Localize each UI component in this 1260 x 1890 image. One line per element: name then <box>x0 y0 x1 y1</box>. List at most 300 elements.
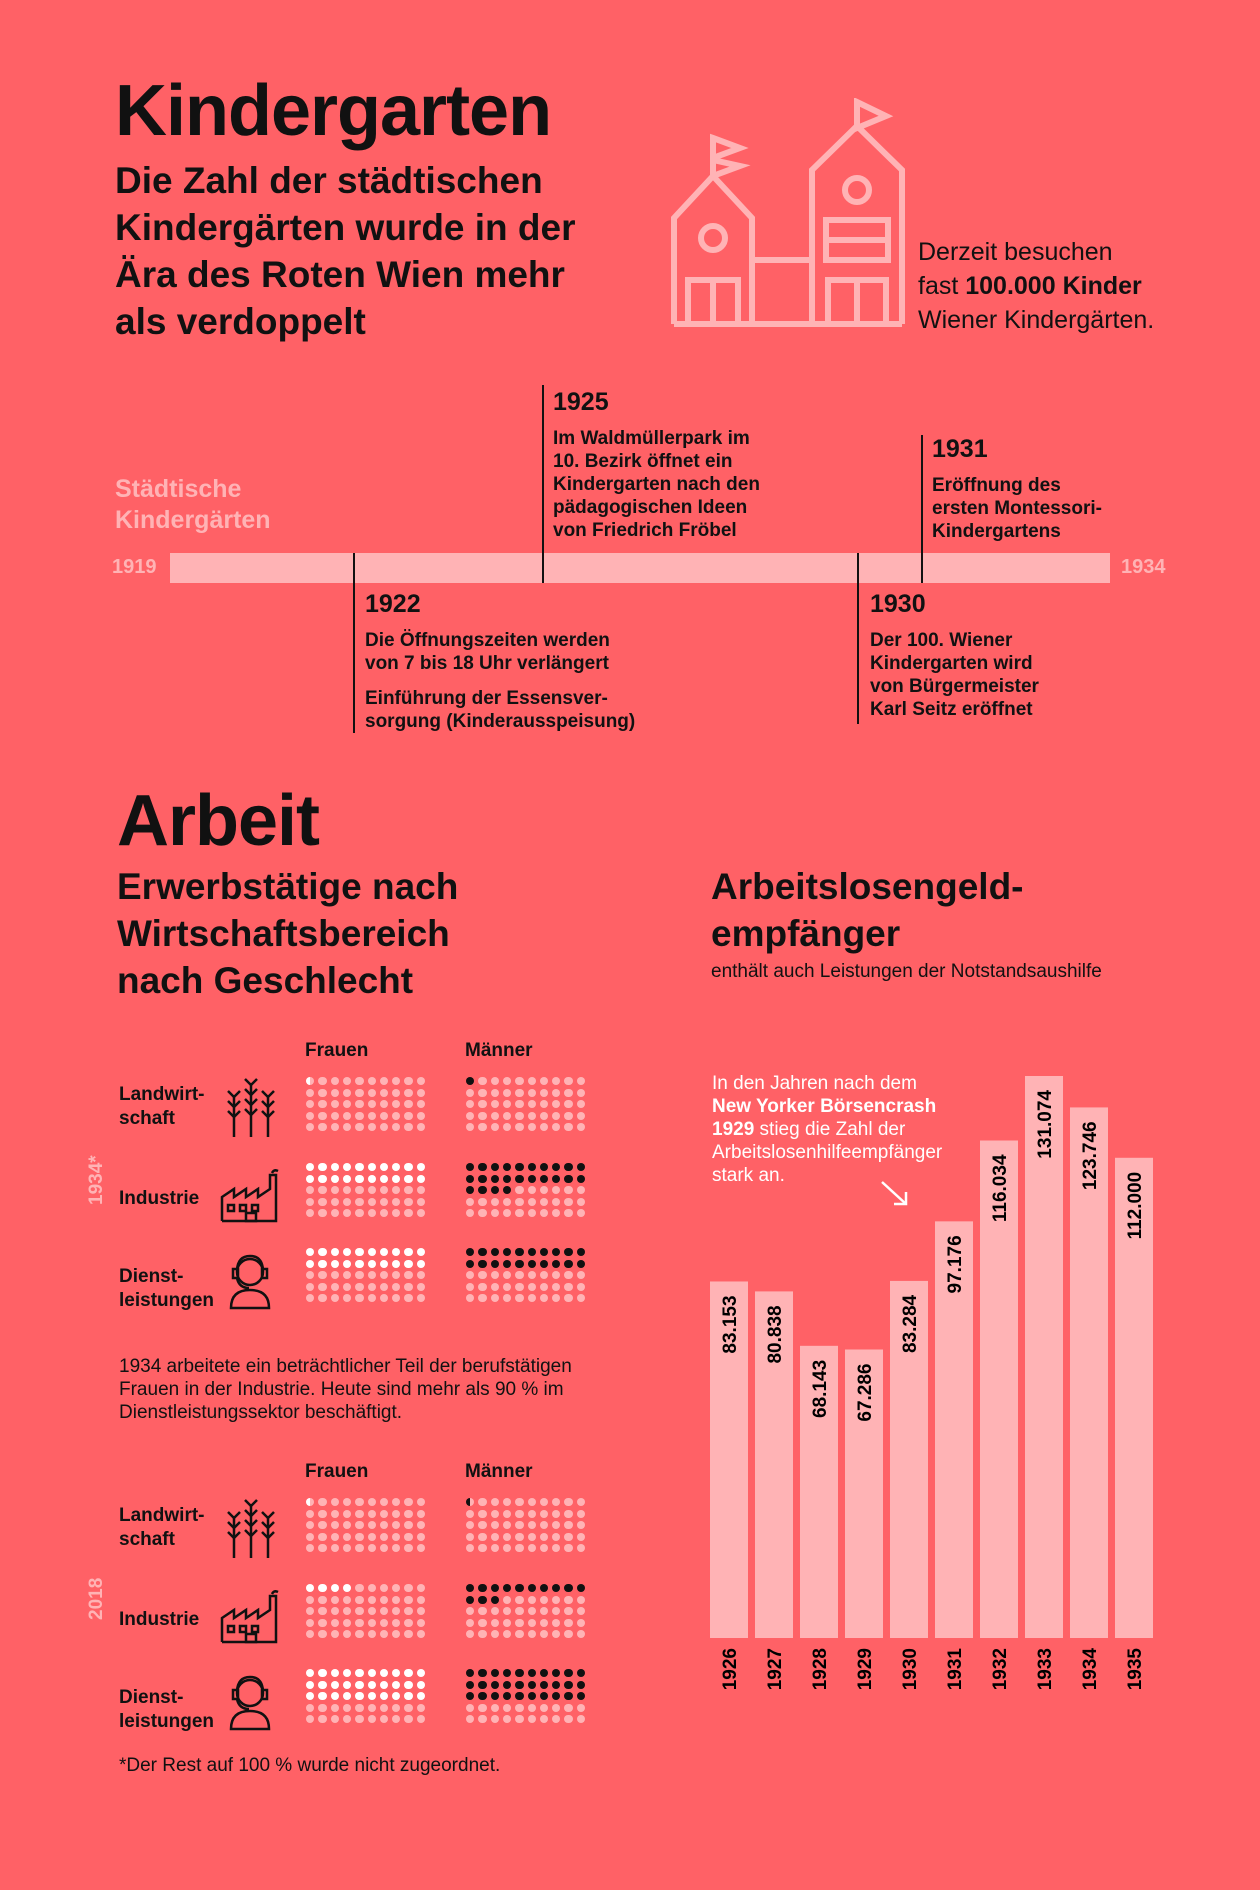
dot <box>491 1198 499 1206</box>
dot <box>355 1607 363 1615</box>
info-line3: Wiener Kindergärten. <box>918 306 1155 334</box>
dot <box>503 1510 511 1518</box>
dot <box>577 1630 585 1638</box>
timeline-start-year: 1919 <box>112 556 157 578</box>
dot <box>515 1669 523 1677</box>
dot <box>515 1630 523 1638</box>
dot <box>478 1681 486 1689</box>
event-1925 <box>553 388 760 542</box>
dot <box>466 1619 474 1627</box>
dot <box>528 1596 536 1604</box>
unemployment-bar-chart <box>700 1030 1160 1700</box>
dot <box>503 1498 511 1506</box>
dot <box>331 1510 339 1518</box>
dot <box>318 1248 326 1256</box>
annotation-line: stark an. <box>712 1165 785 1186</box>
category-line: Landwirt- <box>119 1084 205 1105</box>
dot <box>417 1089 425 1097</box>
bar-value-label: 116.034 <box>990 1154 1011 1223</box>
dot <box>491 1100 499 1108</box>
col-header-maenner-2018: Männer <box>465 1461 533 1482</box>
dot <box>318 1100 326 1108</box>
bar-value-label: 123.746 <box>1080 1121 1101 1191</box>
dot <box>503 1248 511 1256</box>
dot <box>540 1209 548 1217</box>
event-year: 1931 <box>932 435 988 463</box>
dot <box>318 1669 326 1677</box>
dot <box>331 1163 339 1171</box>
dot <box>404 1596 412 1604</box>
dot <box>552 1209 560 1217</box>
bar-value-label: 97.176 <box>945 1235 966 1294</box>
dot <box>466 1260 474 1268</box>
dot <box>355 1260 363 1268</box>
dot <box>417 1209 425 1217</box>
dot <box>552 1198 560 1206</box>
category-line: Dienst- <box>119 1266 184 1287</box>
dot <box>577 1077 585 1085</box>
dot <box>355 1294 363 1302</box>
dot <box>331 1533 339 1541</box>
timeline-label-line: Städtische <box>115 475 242 503</box>
dot <box>417 1584 425 1592</box>
dot <box>331 1630 339 1638</box>
note-line: Dienstleistungssektor beschäftigt. <box>119 1402 403 1423</box>
dot <box>503 1715 511 1723</box>
annotation-rest: stieg die Zahl der <box>754 1119 906 1140</box>
dot <box>306 1271 314 1279</box>
event-line: Karl Seitz eröffnet <box>870 699 1033 720</box>
dot <box>355 1209 363 1217</box>
dot <box>564 1619 572 1627</box>
dot <box>564 1175 572 1183</box>
dot <box>380 1175 388 1183</box>
dot <box>417 1248 425 1256</box>
dot <box>540 1596 548 1604</box>
event-1930 <box>870 590 1039 721</box>
dot <box>577 1533 585 1541</box>
dot <box>368 1077 376 1085</box>
dot <box>343 1681 351 1689</box>
dot <box>466 1715 474 1723</box>
dot <box>306 1163 314 1171</box>
year-label-2018: 2018 <box>86 1577 107 1620</box>
dot <box>466 1175 474 1183</box>
dot <box>552 1692 560 1700</box>
dot <box>528 1260 536 1268</box>
dot <box>306 1123 314 1131</box>
dot <box>392 1692 400 1700</box>
dot <box>552 1123 560 1131</box>
dot <box>564 1681 572 1689</box>
dot <box>417 1271 425 1279</box>
x-tick-label: 1930 <box>900 1648 921 1691</box>
arbeit-subtitle <box>117 863 458 1004</box>
arbeit-footnote: *Der Rest auf 100 % wurde nicht zugeordnet. <box>119 1755 501 1776</box>
dot <box>318 1692 326 1700</box>
dot <box>466 1198 474 1206</box>
dot <box>380 1294 388 1302</box>
dot <box>417 1630 425 1638</box>
bar-value-label: 83.284 <box>900 1294 921 1354</box>
event-line: von 7 bis 18 Uhr verlängert <box>365 653 609 674</box>
dot <box>540 1607 548 1615</box>
dot <box>466 1704 474 1712</box>
dot <box>331 1681 339 1689</box>
dot <box>417 1521 425 1529</box>
dot <box>343 1186 351 1194</box>
dot <box>404 1175 412 1183</box>
dot <box>491 1271 499 1279</box>
dot <box>417 1077 425 1085</box>
dot <box>528 1112 536 1120</box>
dot <box>368 1209 376 1217</box>
dot <box>478 1089 486 1097</box>
dot <box>564 1271 572 1279</box>
dot <box>318 1498 326 1506</box>
dot <box>503 1607 511 1615</box>
dot <box>404 1544 412 1552</box>
dot <box>404 1521 412 1529</box>
dot <box>528 1294 536 1302</box>
kindergarten-title: Kindergarten <box>115 71 552 151</box>
dot <box>503 1584 511 1592</box>
timeline-tick-1930 <box>857 553 859 724</box>
dot <box>478 1163 486 1171</box>
dot <box>515 1248 523 1256</box>
dot <box>478 1704 486 1712</box>
dot <box>380 1209 388 1217</box>
dot <box>318 1584 326 1592</box>
dot <box>306 1294 314 1302</box>
dot <box>392 1077 400 1085</box>
dot <box>515 1163 523 1171</box>
chart-subtitle: enthält auch Leistungen der Notstandsaushilfe <box>711 961 1102 982</box>
category-label-landwirtschaft <box>119 1083 205 1131</box>
dot <box>577 1175 585 1183</box>
annotation-bold: 1929 <box>712 1119 755 1140</box>
dot <box>380 1715 388 1723</box>
dot <box>528 1544 536 1552</box>
dot <box>343 1521 351 1529</box>
note-line: Frauen in der Industrie. Heute sind mehr als 90 % im <box>119 1379 564 1400</box>
dot <box>355 1619 363 1627</box>
dot <box>380 1533 388 1541</box>
dot <box>355 1175 363 1183</box>
dot <box>552 1260 560 1268</box>
dot <box>515 1692 523 1700</box>
dot <box>503 1692 511 1700</box>
dot <box>491 1630 499 1638</box>
dot <box>380 1248 388 1256</box>
dot <box>515 1198 523 1206</box>
dot <box>552 1186 560 1194</box>
dot <box>478 1715 486 1723</box>
dot <box>404 1681 412 1689</box>
dot <box>404 1692 412 1700</box>
dot <box>503 1283 511 1291</box>
dot <box>343 1596 351 1604</box>
dot <box>331 1294 339 1302</box>
dot <box>331 1248 339 1256</box>
dot <box>380 1198 388 1206</box>
dot <box>577 1100 585 1108</box>
dot <box>503 1533 511 1541</box>
category-label-industrie <box>119 1187 199 1211</box>
dot <box>564 1077 572 1085</box>
dot <box>380 1100 388 1108</box>
dot <box>503 1186 511 1194</box>
dot <box>577 1619 585 1627</box>
dot <box>552 1704 560 1712</box>
dot <box>515 1100 523 1108</box>
dot <box>392 1283 400 1291</box>
dot <box>318 1533 326 1541</box>
dot <box>577 1294 585 1302</box>
dot <box>380 1669 388 1677</box>
dot <box>318 1294 326 1302</box>
dot <box>392 1681 400 1689</box>
dot <box>417 1112 425 1120</box>
dot <box>478 1175 486 1183</box>
dot <box>343 1209 351 1217</box>
dot <box>577 1089 585 1097</box>
dot <box>306 1533 314 1541</box>
dot <box>528 1163 536 1171</box>
dot <box>540 1544 548 1552</box>
dot <box>540 1681 548 1689</box>
dot <box>368 1704 376 1712</box>
dot <box>343 1175 351 1183</box>
dot <box>577 1186 585 1194</box>
dot <box>540 1283 548 1291</box>
dot <box>417 1715 425 1723</box>
dot <box>368 1544 376 1552</box>
dot <box>478 1248 486 1256</box>
dot <box>552 1681 560 1689</box>
dot <box>491 1283 499 1291</box>
dot <box>515 1077 523 1085</box>
dot <box>528 1521 536 1529</box>
factory-icon <box>220 1588 282 1644</box>
event-line: Die Öffnungszeiten werden <box>365 630 610 651</box>
dot <box>331 1715 339 1723</box>
dot <box>392 1186 400 1194</box>
dot <box>343 1533 351 1541</box>
dot <box>540 1715 548 1723</box>
dot <box>540 1163 548 1171</box>
dot <box>552 1607 560 1615</box>
dot <box>392 1607 400 1615</box>
dot <box>380 1498 388 1506</box>
dot <box>368 1533 376 1541</box>
dot <box>380 1596 388 1604</box>
dot <box>503 1077 511 1085</box>
category-line: schaft <box>119 1529 175 1550</box>
dot <box>380 1283 388 1291</box>
dot <box>343 1669 351 1677</box>
dot <box>355 1248 363 1256</box>
wheat-icon <box>222 1494 280 1558</box>
dot <box>491 1521 499 1529</box>
dot <box>577 1198 585 1206</box>
dot <box>564 1596 572 1604</box>
dot <box>528 1607 536 1615</box>
x-tick-label: 1931 <box>945 1648 966 1691</box>
timeline-tick-1922 <box>353 553 355 733</box>
dot <box>355 1271 363 1279</box>
dot <box>368 1584 376 1592</box>
dot <box>515 1596 523 1604</box>
dot <box>343 1294 351 1302</box>
dot <box>515 1123 523 1131</box>
dot <box>380 1089 388 1097</box>
dot <box>540 1498 548 1506</box>
dot <box>540 1186 548 1194</box>
dot <box>466 1077 474 1085</box>
dot <box>491 1669 499 1677</box>
dot <box>577 1521 585 1529</box>
dot <box>404 1100 412 1108</box>
dot <box>331 1498 339 1506</box>
dot <box>564 1607 572 1615</box>
dot <box>355 1596 363 1604</box>
dot <box>380 1619 388 1627</box>
dot <box>564 1692 572 1700</box>
dot <box>331 1584 339 1592</box>
category-line: schaft <box>119 1108 175 1129</box>
dot <box>392 1510 400 1518</box>
arbeit-subtitle-line: Wirtschaftsbereich <box>117 913 450 954</box>
bar-value-label: 67.286 <box>855 1363 876 1422</box>
dot <box>404 1584 412 1592</box>
kindergarten-subtitle-line: als verdoppelt <box>115 301 366 342</box>
dot <box>417 1260 425 1268</box>
dot <box>478 1271 486 1279</box>
dot <box>552 1294 560 1302</box>
dot <box>404 1248 412 1256</box>
dot <box>564 1283 572 1291</box>
dot <box>540 1294 548 1302</box>
kindergarten-subtitle-line: Ära des Roten Wien mehr <box>115 254 565 295</box>
dot <box>491 1123 499 1131</box>
dot <box>564 1260 572 1268</box>
dot <box>478 1077 486 1085</box>
dot <box>404 1619 412 1627</box>
dot <box>380 1271 388 1279</box>
dot <box>552 1271 560 1279</box>
dot <box>417 1533 425 1541</box>
dot <box>528 1498 536 1506</box>
dot <box>515 1260 523 1268</box>
dot <box>466 1521 474 1529</box>
dot <box>564 1089 572 1097</box>
dot <box>503 1294 511 1302</box>
event-text <box>365 687 635 733</box>
category-line: leistungen <box>119 1711 215 1732</box>
dot <box>577 1283 585 1291</box>
x-tick-label: 1928 <box>810 1648 831 1691</box>
dot <box>491 1607 499 1615</box>
dot <box>552 1510 560 1518</box>
category-line: Industrie <box>119 1609 200 1630</box>
dot <box>478 1619 486 1627</box>
dot <box>368 1260 376 1268</box>
dot <box>331 1112 339 1120</box>
dot <box>368 1669 376 1677</box>
dot <box>404 1186 412 1194</box>
dot <box>503 1669 511 1677</box>
dot <box>380 1077 388 1085</box>
dot <box>355 1704 363 1712</box>
wheat-icon <box>222 1073 280 1137</box>
dot <box>478 1283 486 1291</box>
x-tick-label: 1935 <box>1125 1648 1146 1691</box>
dot <box>564 1112 572 1120</box>
dot <box>355 1198 363 1206</box>
dot <box>478 1630 486 1638</box>
dot <box>306 1510 314 1518</box>
dot <box>528 1089 536 1097</box>
dot <box>404 1715 412 1723</box>
dot <box>515 1619 523 1627</box>
category-label-dienstleistungen <box>119 1265 214 1313</box>
dot <box>404 1607 412 1615</box>
dot <box>515 1704 523 1712</box>
dot <box>392 1596 400 1604</box>
dot <box>577 1584 585 1592</box>
kindergarten-subtitle-line: Kindergärten wurde in der <box>115 207 576 248</box>
dot <box>552 1175 560 1183</box>
event-text <box>553 427 760 542</box>
dot <box>528 1630 536 1638</box>
dot <box>343 1619 351 1627</box>
dot <box>466 1596 474 1604</box>
dot <box>491 1163 499 1171</box>
dot <box>466 1294 474 1302</box>
service-worker-icon <box>228 1252 272 1310</box>
dot <box>564 1498 572 1506</box>
dot <box>503 1175 511 1183</box>
dot <box>528 1283 536 1291</box>
dot <box>564 1123 572 1131</box>
dot <box>528 1715 536 1723</box>
dot <box>368 1198 376 1206</box>
dot <box>380 1186 388 1194</box>
dot <box>404 1089 412 1097</box>
dot <box>540 1077 548 1085</box>
dot <box>577 1260 585 1268</box>
dot <box>491 1692 499 1700</box>
dot <box>577 1209 585 1217</box>
dot <box>306 1521 314 1529</box>
factory-icon <box>220 1167 282 1223</box>
dot <box>552 1112 560 1120</box>
service-worker-icon <box>228 1673 272 1731</box>
dot <box>355 1510 363 1518</box>
dot <box>478 1584 486 1592</box>
dot <box>343 1630 351 1638</box>
event-year: 1925 <box>553 388 609 416</box>
dot <box>355 1123 363 1131</box>
category-line: Industrie <box>119 1188 200 1209</box>
dot <box>368 1715 376 1723</box>
dot <box>503 1544 511 1552</box>
dot <box>404 1283 412 1291</box>
dot <box>343 1163 351 1171</box>
dot <box>318 1260 326 1268</box>
dot <box>552 1077 560 1085</box>
